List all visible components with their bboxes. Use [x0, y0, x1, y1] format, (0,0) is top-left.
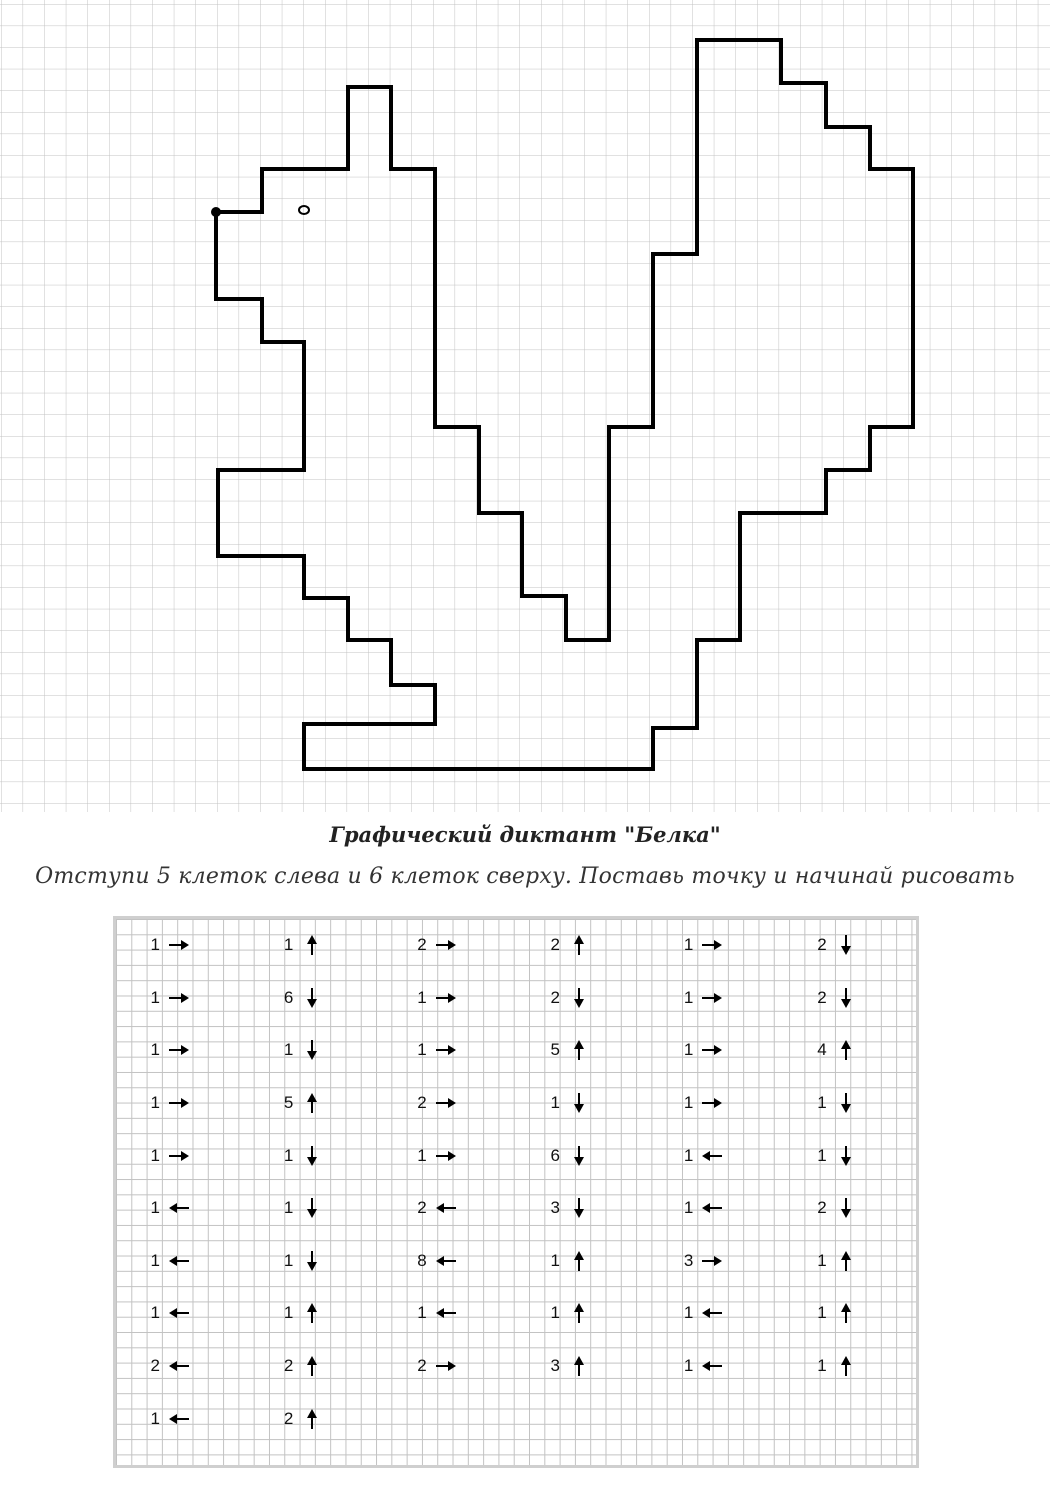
- arrow-down-icon: [299, 1251, 325, 1271]
- step-count: 1: [683, 987, 694, 1007]
- step-cell: [249, 972, 382, 1025]
- arrow-up-icon: [566, 1303, 592, 1323]
- step-cell: [383, 1287, 516, 1340]
- step-cell: [383, 1077, 516, 1130]
- step-cell: [249, 1340, 382, 1393]
- steps-grid: [116, 919, 916, 1465]
- step-cell: [383, 1340, 516, 1393]
- step-cell: [383, 972, 516, 1025]
- step-cell: [649, 1340, 782, 1393]
- step-cell: [516, 1024, 649, 1077]
- step-count: 4: [817, 1040, 827, 1060]
- step-count: 6: [550, 1145, 560, 1165]
- arrow-left-icon: [166, 1303, 192, 1323]
- arrow-down-icon: [566, 1146, 592, 1166]
- step-count: 1: [417, 1040, 427, 1060]
- step-cell: [383, 1235, 516, 1288]
- step-cell: [649, 1129, 782, 1182]
- step-cell: [249, 919, 382, 972]
- step-cell: [783, 1182, 916, 1235]
- arrow-up-icon: [566, 935, 592, 955]
- step-cell: [649, 1024, 782, 1077]
- step-count: 2: [550, 935, 560, 955]
- arrow-right-icon: [699, 1040, 725, 1060]
- step-cell: [116, 972, 249, 1025]
- step-cell: [783, 1129, 916, 1182]
- step-cell: [516, 1182, 649, 1235]
- arrow-left-icon: [433, 1198, 459, 1218]
- step-count: 5: [550, 1040, 560, 1060]
- arrow-left-icon: [166, 1198, 192, 1218]
- step-count: 1: [417, 987, 427, 1007]
- step-cell: [516, 972, 649, 1025]
- step-count: 3: [550, 1198, 560, 1218]
- arrow-left-icon: [166, 1251, 192, 1271]
- step-count: 1: [817, 1250, 827, 1270]
- arrow-right-icon: [433, 1356, 459, 1376]
- step-cell: [516, 1340, 649, 1393]
- page-title: Графический диктант "Белка": [329, 822, 721, 847]
- arrow-up-icon: [299, 1093, 325, 1113]
- step-count: 1: [417, 1303, 427, 1323]
- step-count: 1: [283, 1303, 294, 1323]
- arrow-left-icon: [433, 1303, 459, 1323]
- step-count: 6: [283, 987, 294, 1007]
- arrow-up-icon: [833, 1303, 859, 1323]
- step-cell: [249, 1392, 382, 1445]
- arrow-up-icon: [299, 935, 325, 955]
- step-cell: [783, 1235, 916, 1288]
- step-count: 1: [683, 1198, 694, 1218]
- step-cell: [516, 1077, 649, 1130]
- step-count: 1: [817, 1303, 827, 1323]
- step-cell: [383, 1129, 516, 1182]
- step-count: 1: [817, 1356, 827, 1376]
- arrow-right-icon: [699, 988, 725, 1008]
- arrow-right-icon: [166, 1146, 192, 1166]
- arrow-right-icon: [433, 1093, 459, 1113]
- step-cell: [116, 1024, 249, 1077]
- step-count: 1: [150, 1145, 160, 1165]
- step-count: 1: [817, 1093, 827, 1113]
- step-count: 2: [150, 1356, 160, 1376]
- arrow-right-icon: [166, 1040, 192, 1060]
- step-cell: [116, 1235, 249, 1288]
- step-count: 1: [683, 1145, 694, 1165]
- arrow-left-icon: [699, 1146, 725, 1166]
- arrow-left-icon: [433, 1251, 459, 1271]
- step-count: 1: [283, 1198, 294, 1218]
- step-count: 1: [683, 1356, 694, 1376]
- step-count: 1: [150, 1093, 160, 1113]
- step-count: 1: [550, 1093, 560, 1113]
- step-count: 3: [550, 1356, 560, 1376]
- step-count: 1: [683, 1040, 694, 1060]
- arrow-down-icon: [566, 1093, 592, 1113]
- empty-cell: [516, 1392, 649, 1445]
- arrow-left-icon: [166, 1409, 192, 1429]
- arrow-down-icon: [566, 1198, 592, 1218]
- step-count: 1: [683, 935, 694, 955]
- arrow-down-icon: [299, 1146, 325, 1166]
- arrow-up-icon: [566, 1356, 592, 1376]
- arrow-down-icon: [833, 988, 859, 1008]
- arrow-down-icon: [833, 1198, 859, 1218]
- arrow-right-icon: [433, 1040, 459, 1060]
- step-count: 2: [283, 1356, 294, 1376]
- step-count: 1: [150, 1040, 160, 1060]
- step-count: 1: [283, 935, 294, 955]
- step-count: 2: [817, 987, 827, 1007]
- step-cell: [116, 1077, 249, 1130]
- step-count: 1: [283, 1250, 294, 1270]
- step-count: 1: [283, 1040, 294, 1060]
- empty-cell: [649, 1392, 782, 1445]
- step-count: 5: [283, 1093, 294, 1113]
- arrow-up-icon: [833, 1040, 859, 1060]
- step-cell: [249, 1077, 382, 1130]
- arrow-up-icon: [566, 1251, 592, 1271]
- arrow-right-icon: [699, 1251, 725, 1271]
- step-cell: [116, 1392, 249, 1445]
- empty-cell: [783, 1392, 916, 1445]
- arrow-down-icon: [299, 988, 325, 1008]
- arrow-down-icon: [833, 1093, 859, 1113]
- start-dot: [211, 207, 221, 217]
- arrow-left-icon: [699, 1198, 725, 1218]
- arrow-right-icon: [166, 988, 192, 1008]
- step-cell: [116, 919, 249, 972]
- step-count: 1: [150, 1303, 160, 1323]
- arrow-right-icon: [433, 988, 459, 1008]
- step-count: 3: [683, 1250, 694, 1270]
- step-cell: [249, 1182, 382, 1235]
- step-cell: [516, 1129, 649, 1182]
- step-count: 2: [417, 935, 427, 955]
- step-cell: [383, 919, 516, 972]
- step-cell: [116, 1287, 249, 1340]
- arrow-down-icon: [833, 935, 859, 955]
- arrow-up-icon: [833, 1356, 859, 1376]
- step-cell: [649, 919, 782, 972]
- arrow-down-icon: [299, 1040, 325, 1060]
- step-count: 1: [550, 1250, 560, 1270]
- step-cell: [116, 1340, 249, 1393]
- step-cell: [649, 1235, 782, 1288]
- step-count: 1: [150, 1250, 160, 1270]
- arrow-right-icon: [433, 935, 459, 955]
- arrow-down-icon: [833, 1146, 859, 1166]
- arrow-left-icon: [699, 1303, 725, 1323]
- step-count: 2: [417, 1198, 427, 1218]
- step-count: 2: [283, 1408, 294, 1428]
- step-count: 2: [550, 987, 560, 1007]
- arrow-up-icon: [299, 1409, 325, 1429]
- step-count: 2: [817, 935, 827, 955]
- step-cell: [249, 1129, 382, 1182]
- step-cell: [383, 1182, 516, 1235]
- arrow-down-icon: [566, 988, 592, 1008]
- arrow-right-icon: [166, 1093, 192, 1113]
- dictation-steps-table: [113, 916, 919, 1468]
- step-cell: [783, 1340, 916, 1393]
- step-cell: [783, 1287, 916, 1340]
- arrow-right-icon: [433, 1146, 459, 1166]
- step-count: 1: [683, 1303, 694, 1323]
- step-count: 1: [150, 935, 160, 955]
- step-cell: [783, 1077, 916, 1130]
- step-cell: [516, 919, 649, 972]
- arrow-right-icon: [699, 1093, 725, 1113]
- step-count: 2: [417, 1356, 427, 1376]
- step-cell: [116, 1182, 249, 1235]
- step-cell: [783, 972, 916, 1025]
- arrow-up-icon: [299, 1303, 325, 1323]
- step-cell: [383, 1024, 516, 1077]
- arrow-up-icon: [299, 1356, 325, 1376]
- step-cell: [249, 1287, 382, 1340]
- arrow-up-icon: [833, 1251, 859, 1271]
- arrow-up-icon: [566, 1040, 592, 1060]
- step-count: 1: [417, 1145, 427, 1165]
- step-cell: [649, 1077, 782, 1130]
- step-count: 2: [817, 1198, 827, 1218]
- step-cell: [649, 972, 782, 1025]
- step-count: 2: [417, 1093, 427, 1113]
- step-count: 1: [150, 1198, 160, 1218]
- arrow-left-icon: [699, 1356, 725, 1376]
- step-cell: [249, 1235, 382, 1288]
- step-cell: [783, 1024, 916, 1077]
- arrow-right-icon: [699, 935, 725, 955]
- arrow-down-icon: [299, 1198, 325, 1218]
- step-cell: [783, 919, 916, 972]
- step-cell: [516, 1287, 649, 1340]
- empty-cell: [383, 1392, 516, 1445]
- arrow-left-icon: [166, 1356, 192, 1376]
- step-cell: [249, 1024, 382, 1077]
- step-cell: [116, 1129, 249, 1182]
- step-cell: [649, 1182, 782, 1235]
- step-cell: [649, 1287, 782, 1340]
- step-count: 1: [150, 987, 160, 1007]
- step-count: 8: [417, 1250, 427, 1270]
- step-count: 1: [283, 1145, 294, 1165]
- instruction-text: Отступи 5 клеток слева и 6 клеток сверху. Поставь точку и начинай рисовать: [35, 864, 1015, 889]
- step-count: 1: [817, 1145, 827, 1165]
- step-cell: [516, 1235, 649, 1288]
- arrow-right-icon: [166, 935, 192, 955]
- step-count: 1: [550, 1303, 560, 1323]
- step-count: 1: [150, 1408, 160, 1428]
- step-count: 1: [683, 1093, 694, 1113]
